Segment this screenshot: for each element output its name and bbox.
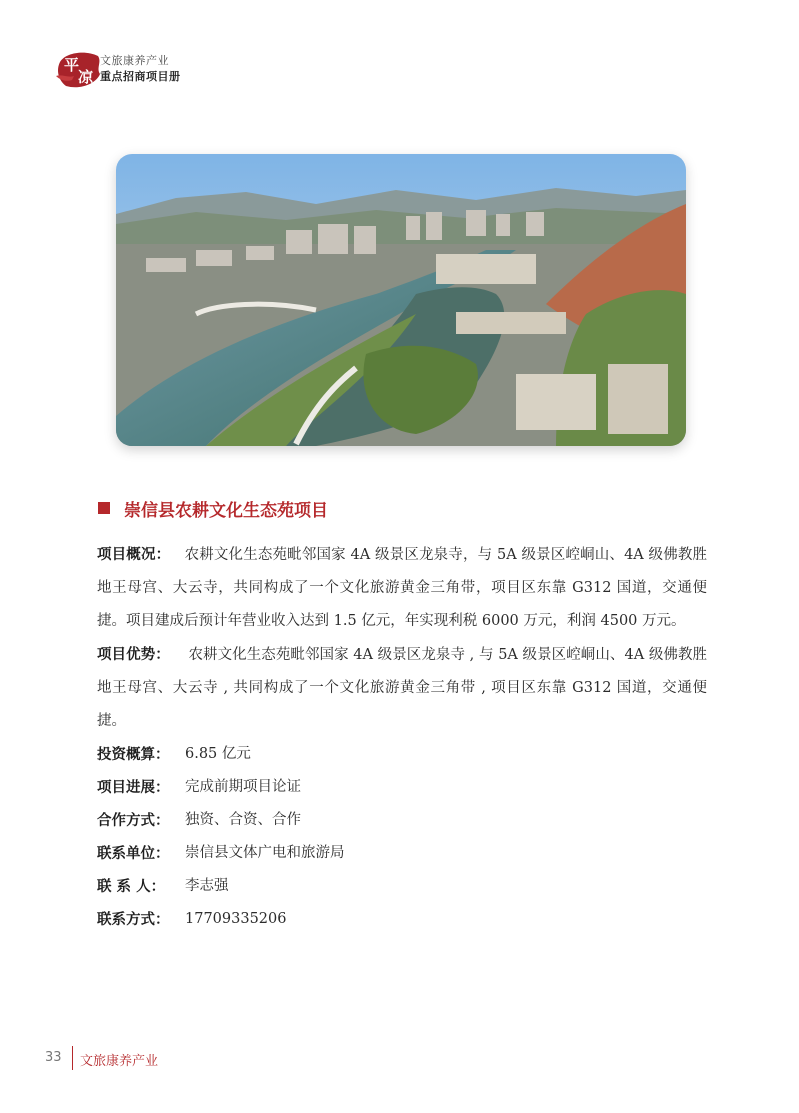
info-value: 崇信县文体广电和旅游局 [185,845,345,861]
section-title [98,496,328,520]
project-title: 崇信县农耕文化生态苑项目 [124,500,328,521]
overview-paragraph [97,538,707,638]
info-row-cooperation [97,804,707,837]
info-value: 独资、合资、合作 [185,812,301,828]
aerial-photo [116,154,686,446]
info-label: 联 系 人： [97,878,166,895]
info-label: 投资概算： [97,746,170,763]
info-value: 17709335206 [185,911,287,927]
info-value: 6.85 亿元 [185,746,251,762]
overview-label: 项目概况： [97,546,171,563]
info-label: 联系单位： [97,845,170,862]
header-subtitle: 文旅康养产业 [100,54,169,67]
advantage-text: 农耕文化生态苑毗邻国家 4A 级景区龙泉寺 , 与 5A 级景区崆峒山、4A 级佛教胜地王母宫、大云寺 , 共同构成了一个文化旅游黄金三角带 , 项目区东靠 G312 国道，交通便捷。 [97,647,708,729]
advantage-paragraph [97,638,707,738]
info-label: 项目进展： [97,779,170,796]
info-row-investment [97,738,707,771]
info-value: 李志强 [185,878,229,894]
header-title: 重点招商项目册 [100,70,181,83]
info-row-progress [97,771,707,804]
info-label: 联系方式： [97,911,170,928]
footer-section-name: 文旅康养产业 [80,1054,159,1069]
title-bullet-icon [98,502,110,514]
overview-text: 农耕文化生态苑毗邻国家 4A 级景区龙泉寺，与 5A 级景区崆峒山、4A 级佛教胜地王母宫、大云寺，共同构成了一个文化旅游黄金三角带，项目区东靠 G312 国道，交通便捷。项目建成后预计年营业收入达到 1.5 亿元，年实现利税 6000 万元，利润 4500 万元。 [97,547,707,629]
header-logo [56,46,196,94]
aerial-river-city-photo-icon [116,154,686,446]
info-label: 合作方式： [97,812,170,829]
logo-char-liang: 凉 [78,68,94,86]
advantage-label: 项目优势： [97,646,170,663]
info-row-contact-person [97,870,707,903]
page-number: 33 [45,1050,62,1065]
info-row-contact-unit [97,837,707,870]
info-value: 完成前期项目论证 [185,779,301,795]
logo-char-ping: 平 [64,56,80,74]
footer-divider [72,1046,73,1070]
info-row-phone [97,903,707,936]
project-details [97,538,707,936]
